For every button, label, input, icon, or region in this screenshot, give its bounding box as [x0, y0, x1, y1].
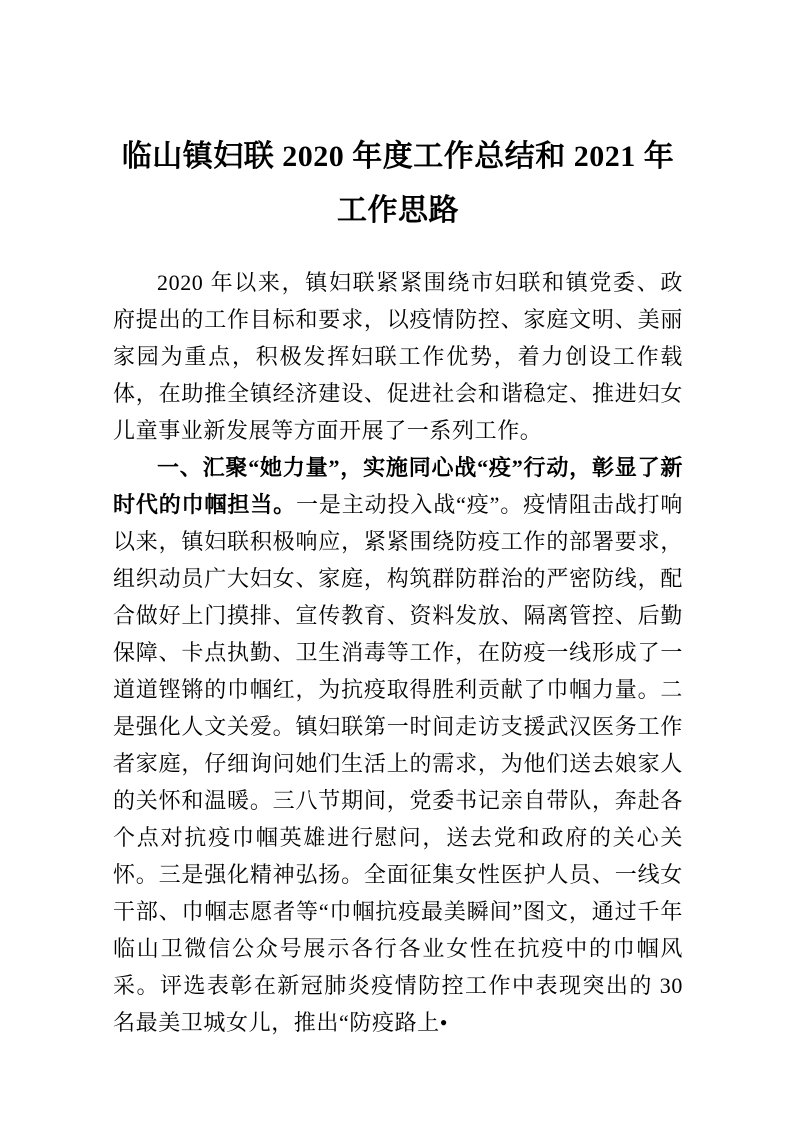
document-title: 临山镇妇联 2020 年度工作总结和 2021 年工作思路	[121, 140, 675, 227]
section-1-paragraph	[113, 449, 683, 1041]
section-1-heading: 一、汇聚“她力量”，实施同心战“疫”行动，彰显了新时代的巾帼担当。	[113, 455, 683, 517]
intro-paragraph	[113, 264, 683, 449]
document-content	[113, 130, 683, 1041]
document-body	[113, 264, 683, 1041]
section-1-body-text: 一是主动投入战“疫”。疫情阻击战打响以来，镇妇联积极响应，紧紧围绕防疫工作的部署要求，组织动员广大妇女、家庭，构筑群防群治的严密防线，配合做好上门摸排、宣传教育、资料发放、隔离管控、后勤保障、卡点执勤、卫生消毒等工作，在防疫一线形成了一道道铿锵的巾帼红，为抗疫取得胜利贡献了巾帼力量。二是强化人文关爱。镇妇联第一时间走访支援武汉医务工作者家庭，仔细询问她们生活上的需求，为他们送去娘家人的关怀和温暖。三八节期间，党委书记亲自带队，奔赴各个点对抗疫巾帼英雄进行慰问，送去党和政府的关心关怀。三是强化精神弘扬。全面征集女性医护人员、一线女干部、巾帼志愿者等“巾帼抗疫最美瞬间”图文，通过千年临山卫微信公众号展示各行各业女性在抗疫中的巾帼风采。评选表彰在新冠肺炎疫情防控工作中表现突出的 30 名最美卫城女儿，推出“防疫路上•	[113, 492, 683, 1035]
intro-paragraph-text: 2020 年以来，镇妇联紧紧围绕市妇联和镇党委、政府提出的工作目标和要求，以疫情防控、家庭文明、美丽家园为重点，积极发挥妇联工作优势，着力创设工作载体，在助推全镇经济建设、促进社会和谐稳定、推进妇女儿童事业新发展等方面开展了一系列工作。	[113, 270, 683, 443]
